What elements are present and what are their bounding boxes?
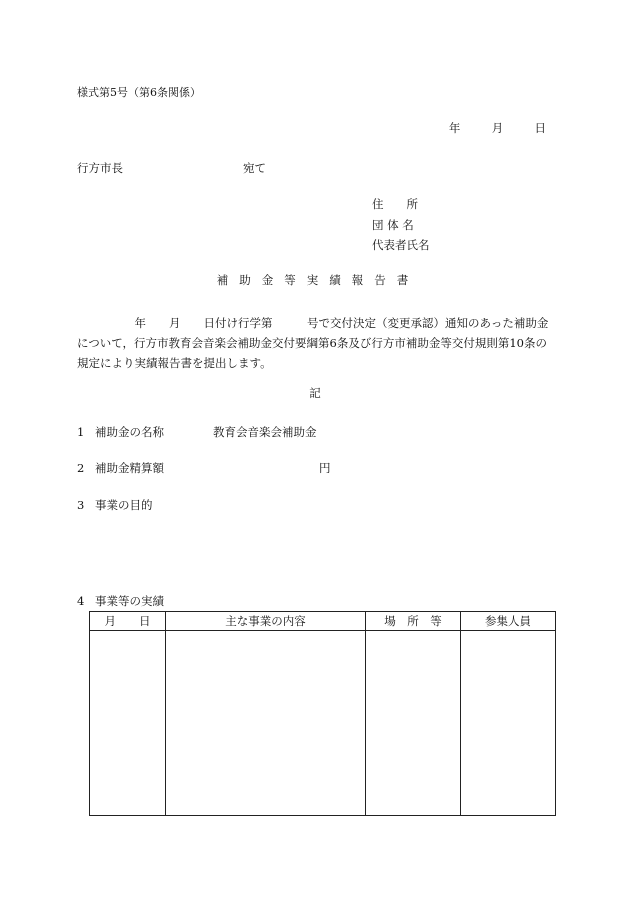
addressee-name: 行方市長 [77, 161, 123, 175]
item-3-number: 3 [77, 498, 85, 512]
form-number: 様式第5号（第6条関係） [77, 86, 201, 99]
cell-place [366, 631, 461, 816]
sender-block [372, 199, 430, 261]
item-2-number: 2 [77, 461, 85, 475]
cell-attendees [461, 631, 556, 816]
item-1-label: 補助金の名称 [95, 425, 164, 439]
item-4-label: 事業等の実績 [95, 594, 164, 608]
ki-heading: 記 [309, 386, 321, 400]
cell-date [90, 631, 166, 816]
date-line [449, 123, 546, 135]
sender-org-label: 団 体 名 [372, 217, 414, 232]
body-line-2: について，行方市教育会音楽会補助金交付要綱第6条及び行方市補助金等交付規則第10条の [77, 336, 547, 350]
header-attendees: 参集人員 [461, 612, 556, 631]
body-text [77, 313, 557, 373]
results-table-header-row [90, 612, 556, 631]
date-day: 日 [534, 121, 546, 135]
item-2-label: 補助金精算額 [95, 461, 164, 475]
date-month: 月 [491, 121, 504, 135]
item-4-number: 4 [77, 594, 85, 608]
body-line-1: 年 月 日付け行学第 号で交付決定（変更承認）通知のあった補助金 [77, 316, 549, 330]
cell-content [166, 631, 366, 816]
addressee [77, 161, 266, 175]
header-date: 月 日 [90, 612, 166, 631]
sender-address-label: 住 所 [372, 197, 418, 211]
header-place: 場 所 等 [366, 612, 461, 631]
header-content: 主な事業の内容 [166, 612, 366, 631]
item-1-value: 教育会音楽会補助金 [213, 425, 317, 439]
sender-rep-label: 代表者氏名 [372, 238, 430, 252]
body-line-3: 規定により実績報告書を提出します。 [77, 356, 272, 370]
item-1-number: 1 [77, 425, 85, 439]
item-2-value: 円 [319, 461, 331, 475]
results-table [89, 611, 556, 816]
date-year: 年 [448, 121, 461, 135]
addressee-suffix: 宛て [243, 161, 266, 175]
item-3-label: 事業の目的 [95, 498, 153, 512]
document-title: 補助金等実績報告書 [216, 273, 420, 287]
results-table-body-row [90, 631, 556, 816]
